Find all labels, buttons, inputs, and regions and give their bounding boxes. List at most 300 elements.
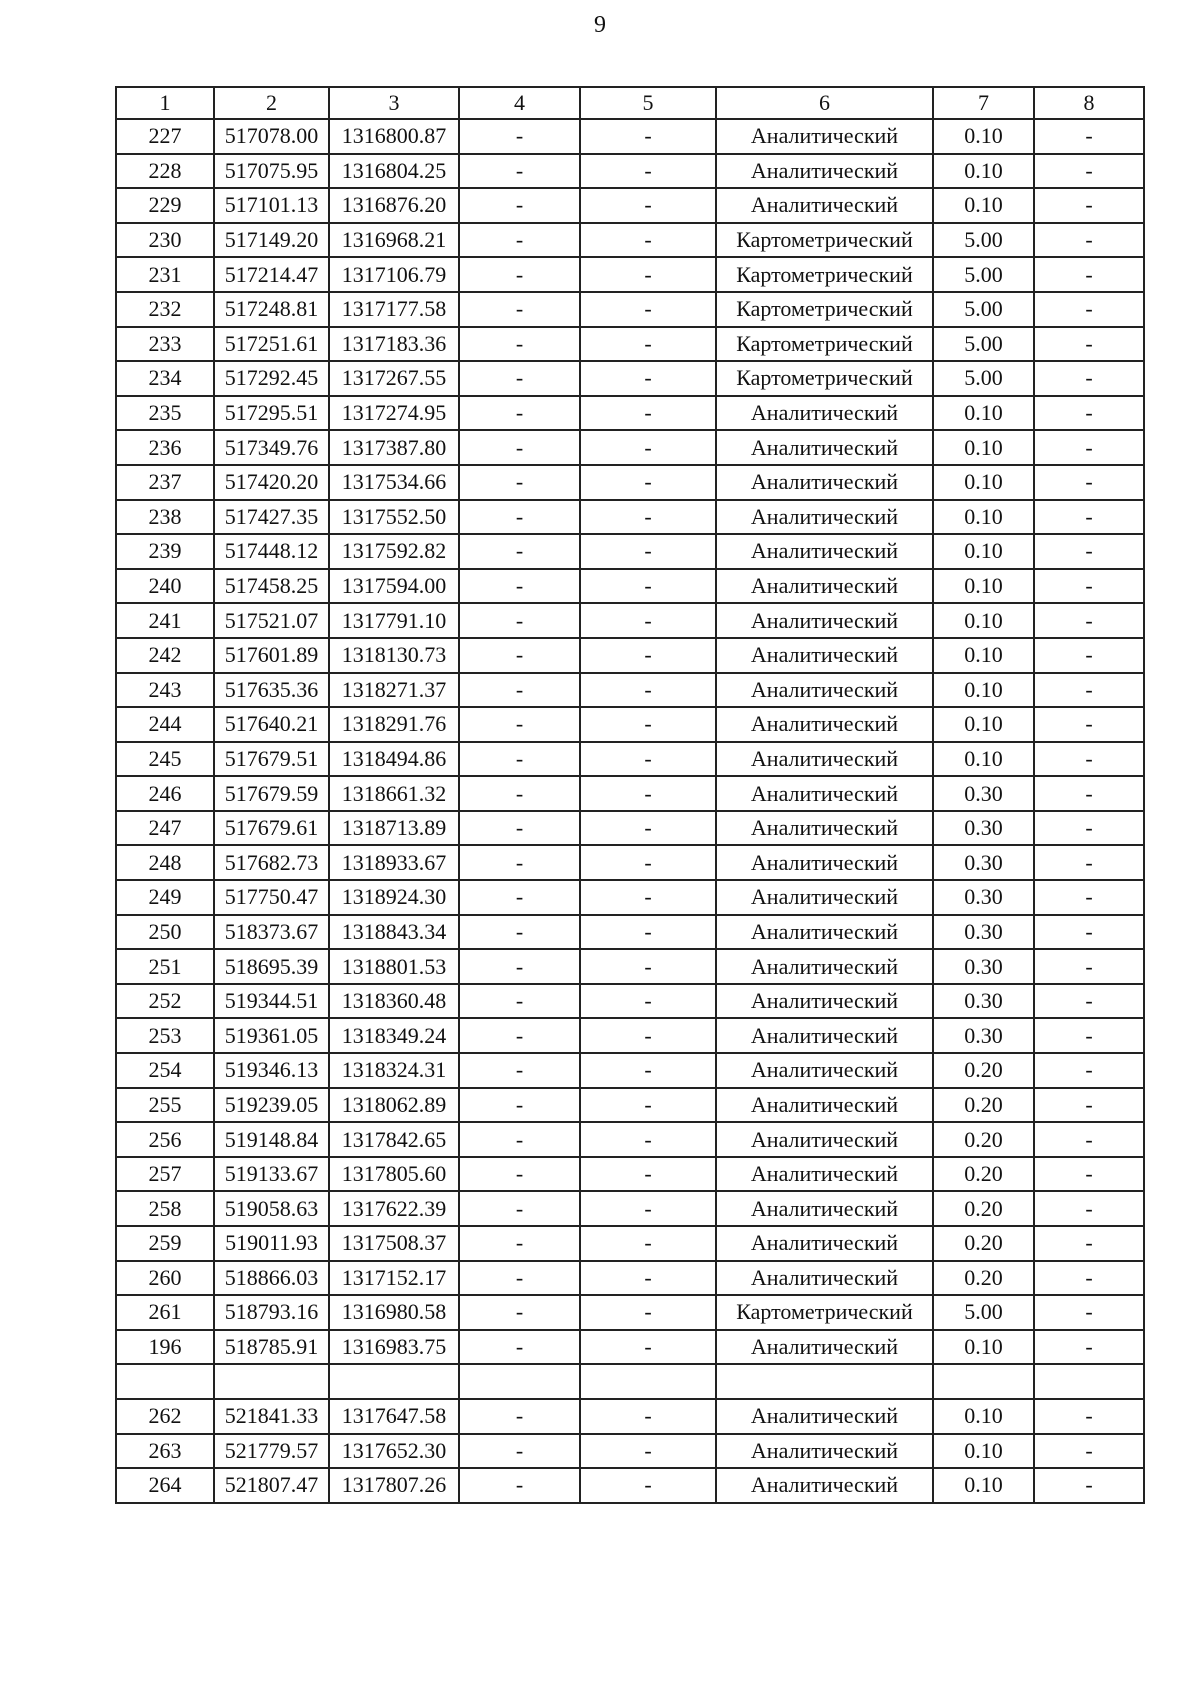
y-coordinate-cell: 1317552.50 xyxy=(329,500,459,535)
y-coordinate-cell: 1318661.32 xyxy=(329,776,459,811)
column-8-cell xyxy=(1034,1364,1144,1399)
column-4-cell: - xyxy=(459,465,580,500)
accuracy-cell: 0.10 xyxy=(933,119,1034,154)
column-5-cell: - xyxy=(580,500,716,535)
table-row xyxy=(116,1122,1144,1157)
x-coordinate-cell xyxy=(214,1364,329,1399)
table-row xyxy=(116,1330,1144,1365)
accuracy-cell: 0.20 xyxy=(933,1088,1034,1123)
y-coordinate-cell: 1318360.48 xyxy=(329,984,459,1019)
method-cell: Аналитический xyxy=(716,845,933,880)
point-number-cell xyxy=(116,1364,214,1399)
column-8-cell: - xyxy=(1034,465,1144,500)
y-coordinate-cell: 1318933.67 xyxy=(329,845,459,880)
method-cell: Аналитический xyxy=(716,465,933,500)
y-coordinate-cell: 1317534.66 xyxy=(329,465,459,500)
column-8-cell: - xyxy=(1034,327,1144,362)
y-coordinate-cell: 1317106.79 xyxy=(329,257,459,292)
column-8-cell: - xyxy=(1034,1295,1144,1330)
header-row xyxy=(116,87,1144,119)
y-coordinate-cell: 1318062.89 xyxy=(329,1088,459,1123)
point-number-cell: 257 xyxy=(116,1157,214,1192)
accuracy-cell: 5.00 xyxy=(933,327,1034,362)
column-5-cell: - xyxy=(580,1434,716,1469)
x-coordinate-cell: 517149.20 xyxy=(214,223,329,258)
column-8-cell: - xyxy=(1034,534,1144,569)
column-4-cell: - xyxy=(459,430,580,465)
accuracy-cell: 0.10 xyxy=(933,465,1034,500)
column-5-cell: - xyxy=(580,638,716,673)
accuracy-cell: 0.20 xyxy=(933,1261,1034,1296)
column-5-cell: - xyxy=(580,396,716,431)
column-5-cell: - xyxy=(580,119,716,154)
method-cell: Аналитический xyxy=(716,707,933,742)
point-number-cell: 244 xyxy=(116,707,214,742)
method-cell: Аналитический xyxy=(716,1122,933,1157)
x-coordinate-cell: 519346.13 xyxy=(214,1053,329,1088)
y-coordinate-cell: 1317805.60 xyxy=(329,1157,459,1192)
column-header: 8 xyxy=(1034,87,1144,119)
column-5-cell: - xyxy=(580,154,716,189)
y-coordinate-cell: 1318843.34 xyxy=(329,915,459,950)
x-coordinate-cell: 517682.73 xyxy=(214,845,329,880)
column-4-cell: - xyxy=(459,603,580,638)
column-5-cell: - xyxy=(580,188,716,223)
point-number-cell: 250 xyxy=(116,915,214,950)
column-4-cell: - xyxy=(459,1399,580,1434)
method-cell: Аналитический xyxy=(716,1018,933,1053)
column-8-cell: - xyxy=(1034,707,1144,742)
accuracy-cell: 0.10 xyxy=(933,396,1034,431)
column-8-cell: - xyxy=(1034,1434,1144,1469)
column-8-cell: - xyxy=(1034,673,1144,708)
table-body xyxy=(116,119,1144,1503)
column-5-cell: - xyxy=(580,1191,716,1226)
column-4-cell: - xyxy=(459,327,580,362)
table-row xyxy=(116,1018,1144,1053)
column-4-cell: - xyxy=(459,188,580,223)
y-coordinate-cell: 1316876.20 xyxy=(329,188,459,223)
y-coordinate-cell: 1317807.26 xyxy=(329,1468,459,1503)
column-5-cell: - xyxy=(580,949,716,984)
column-5-cell: - xyxy=(580,1053,716,1088)
accuracy-cell: 0.10 xyxy=(933,154,1034,189)
x-coordinate-cell: 517349.76 xyxy=(214,430,329,465)
column-8-cell: - xyxy=(1034,257,1144,292)
column-5-cell: - xyxy=(580,1088,716,1123)
method-cell: Аналитический xyxy=(716,1157,933,1192)
point-number-cell: 248 xyxy=(116,845,214,880)
accuracy-cell: 0.20 xyxy=(933,1157,1034,1192)
point-number-cell: 245 xyxy=(116,742,214,777)
column-4-cell: - xyxy=(459,984,580,1019)
y-coordinate-cell: 1317647.58 xyxy=(329,1399,459,1434)
y-coordinate-cell: 1317177.58 xyxy=(329,292,459,327)
column-8-cell: - xyxy=(1034,223,1144,258)
column-5-cell: - xyxy=(580,569,716,604)
column-4-cell: - xyxy=(459,845,580,880)
column-4-cell: - xyxy=(459,811,580,846)
point-number-cell: 252 xyxy=(116,984,214,1019)
column-4-cell: - xyxy=(459,119,580,154)
method-cell: Аналитический xyxy=(716,1330,933,1365)
table-row xyxy=(116,223,1144,258)
table-row xyxy=(116,154,1144,189)
point-number-cell: 231 xyxy=(116,257,214,292)
table-row xyxy=(116,1434,1144,1469)
column-5-cell: - xyxy=(580,430,716,465)
x-coordinate-cell: 519344.51 xyxy=(214,984,329,1019)
method-cell: Аналитический xyxy=(716,811,933,846)
y-coordinate-cell: 1317791.10 xyxy=(329,603,459,638)
column-4-cell: - xyxy=(459,1261,580,1296)
column-header: 7 xyxy=(933,87,1034,119)
accuracy-cell: 0.10 xyxy=(933,673,1034,708)
table-row xyxy=(116,188,1144,223)
method-cell: Картометрический xyxy=(716,1295,933,1330)
table-row xyxy=(116,1468,1144,1503)
y-coordinate-cell: 1317842.65 xyxy=(329,1122,459,1157)
point-number-cell: 237 xyxy=(116,465,214,500)
y-coordinate-cell: 1318291.76 xyxy=(329,707,459,742)
column-5-cell: - xyxy=(580,811,716,846)
y-coordinate-cell: 1318130.73 xyxy=(329,638,459,673)
column-4-cell: - xyxy=(459,292,580,327)
accuracy-cell: 0.10 xyxy=(933,500,1034,535)
accuracy-cell: 0.20 xyxy=(933,1053,1034,1088)
point-number-cell: 242 xyxy=(116,638,214,673)
x-coordinate-cell: 518695.39 xyxy=(214,949,329,984)
column-8-cell: - xyxy=(1034,1191,1144,1226)
table-row xyxy=(116,949,1144,984)
x-coordinate-cell: 519011.93 xyxy=(214,1226,329,1261)
accuracy-cell: 0.30 xyxy=(933,1018,1034,1053)
accuracy-cell: 5.00 xyxy=(933,257,1034,292)
y-coordinate-cell: 1317152.17 xyxy=(329,1261,459,1296)
table-row xyxy=(116,880,1144,915)
accuracy-cell: 0.10 xyxy=(933,569,1034,604)
y-coordinate-cell: 1317267.55 xyxy=(329,361,459,396)
column-5-cell: - xyxy=(580,742,716,777)
method-cell: Аналитический xyxy=(716,500,933,535)
accuracy-cell: 0.30 xyxy=(933,845,1034,880)
table-row xyxy=(116,361,1144,396)
column-5-cell: - xyxy=(580,1330,716,1365)
column-8-cell: - xyxy=(1034,776,1144,811)
accuracy-cell: 0.20 xyxy=(933,1226,1034,1261)
column-8-cell: - xyxy=(1034,880,1144,915)
table-row xyxy=(116,257,1144,292)
x-coordinate-cell: 517635.36 xyxy=(214,673,329,708)
method-cell: Аналитический xyxy=(716,119,933,154)
table-row xyxy=(116,1399,1144,1434)
column-8-cell: - xyxy=(1034,569,1144,604)
method-cell: Аналитический xyxy=(716,673,933,708)
x-coordinate-cell: 517458.25 xyxy=(214,569,329,604)
column-8-cell: - xyxy=(1034,292,1144,327)
point-number-cell: 233 xyxy=(116,327,214,362)
x-coordinate-cell: 521779.57 xyxy=(214,1434,329,1469)
column-4-cell: - xyxy=(459,361,580,396)
method-cell: Аналитический xyxy=(716,154,933,189)
column-4-cell: - xyxy=(459,534,580,569)
column-4-cell: - xyxy=(459,1330,580,1365)
table-row xyxy=(116,1226,1144,1261)
table-row xyxy=(116,1053,1144,1088)
x-coordinate-cell: 517075.95 xyxy=(214,154,329,189)
point-number-cell: 232 xyxy=(116,292,214,327)
column-5-cell: - xyxy=(580,984,716,1019)
page-number: 9 xyxy=(594,12,606,38)
method-cell: Аналитический xyxy=(716,1088,933,1123)
point-number-cell: 259 xyxy=(116,1226,214,1261)
y-coordinate-cell: 1318713.89 xyxy=(329,811,459,846)
accuracy-cell: 0.10 xyxy=(933,430,1034,465)
table-row xyxy=(116,396,1144,431)
table-row xyxy=(116,776,1144,811)
method-cell: Аналитический xyxy=(716,1053,933,1088)
method-cell: Аналитический xyxy=(716,430,933,465)
method-cell: Аналитический xyxy=(716,1261,933,1296)
column-5-cell: - xyxy=(580,1468,716,1503)
x-coordinate-cell: 521807.47 xyxy=(214,1468,329,1503)
accuracy-cell: 0.10 xyxy=(933,638,1034,673)
column-8-cell: - xyxy=(1034,984,1144,1019)
column-4-cell xyxy=(459,1364,580,1399)
x-coordinate-cell: 517427.35 xyxy=(214,500,329,535)
y-coordinate-cell: 1318349.24 xyxy=(329,1018,459,1053)
x-coordinate-cell: 519148.84 xyxy=(214,1122,329,1157)
point-number-cell: 228 xyxy=(116,154,214,189)
x-coordinate-cell: 519239.05 xyxy=(214,1088,329,1123)
x-coordinate-cell: 517251.61 xyxy=(214,327,329,362)
column-5-cell: - xyxy=(580,880,716,915)
table-row xyxy=(116,1157,1144,1192)
column-4-cell: - xyxy=(459,1053,580,1088)
column-header: 3 xyxy=(329,87,459,119)
column-8-cell: - xyxy=(1034,915,1144,950)
method-cell: Картометрический xyxy=(716,257,933,292)
column-4-cell: - xyxy=(459,915,580,950)
point-number-cell: 260 xyxy=(116,1261,214,1296)
point-number-cell: 264 xyxy=(116,1468,214,1503)
column-4-cell: - xyxy=(459,1434,580,1469)
y-coordinate-cell: 1317594.00 xyxy=(329,569,459,604)
point-number-cell: 196 xyxy=(116,1330,214,1365)
x-coordinate-cell: 518785.91 xyxy=(214,1330,329,1365)
point-number-cell: 229 xyxy=(116,188,214,223)
point-number-cell: 239 xyxy=(116,534,214,569)
table-row xyxy=(116,1088,1144,1123)
table-row xyxy=(116,292,1144,327)
x-coordinate-cell: 517640.21 xyxy=(214,707,329,742)
method-cell: Картометрический xyxy=(716,327,933,362)
column-8-cell: - xyxy=(1034,500,1144,535)
x-coordinate-cell: 518793.16 xyxy=(214,1295,329,1330)
x-coordinate-cell: 517601.89 xyxy=(214,638,329,673)
table-row xyxy=(116,603,1144,638)
point-number-cell: 262 xyxy=(116,1399,214,1434)
accuracy-cell: 0.10 xyxy=(933,1468,1034,1503)
column-4-cell: - xyxy=(459,1295,580,1330)
column-8-cell: - xyxy=(1034,1468,1144,1503)
method-cell: Аналитический xyxy=(716,1399,933,1434)
point-number-cell: 254 xyxy=(116,1053,214,1088)
x-coordinate-cell: 517448.12 xyxy=(214,534,329,569)
column-8-cell: - xyxy=(1034,638,1144,673)
y-coordinate-cell: 1316804.25 xyxy=(329,154,459,189)
column-8-cell: - xyxy=(1034,361,1144,396)
y-coordinate-cell: 1317622.39 xyxy=(329,1191,459,1226)
point-number-cell: 240 xyxy=(116,569,214,604)
x-coordinate-cell: 517750.47 xyxy=(214,880,329,915)
point-number-cell: 241 xyxy=(116,603,214,638)
table-row xyxy=(116,742,1144,777)
column-8-cell: - xyxy=(1034,119,1144,154)
x-coordinate-cell: 517679.59 xyxy=(214,776,329,811)
column-4-cell: - xyxy=(459,223,580,258)
method-cell: Картометрический xyxy=(716,223,933,258)
accuracy-cell: 0.30 xyxy=(933,811,1034,846)
accuracy-cell: 0.30 xyxy=(933,776,1034,811)
point-number-cell: 238 xyxy=(116,500,214,535)
column-4-cell: - xyxy=(459,1226,580,1261)
method-cell: Аналитический xyxy=(716,1468,933,1503)
accuracy-cell xyxy=(933,1364,1034,1399)
x-coordinate-cell: 517295.51 xyxy=(214,396,329,431)
column-4-cell: - xyxy=(459,949,580,984)
point-number-cell: 230 xyxy=(116,223,214,258)
y-coordinate-cell: 1317592.82 xyxy=(329,534,459,569)
column-8-cell: - xyxy=(1034,1399,1144,1434)
table-row xyxy=(116,638,1144,673)
x-coordinate-cell: 517101.13 xyxy=(214,188,329,223)
y-coordinate-cell xyxy=(329,1364,459,1399)
accuracy-cell: 0.30 xyxy=(933,984,1034,1019)
x-coordinate-cell: 517679.51 xyxy=(214,742,329,777)
table-row xyxy=(116,1295,1144,1330)
accuracy-cell: 0.10 xyxy=(933,1330,1034,1365)
column-5-cell: - xyxy=(580,223,716,258)
x-coordinate-cell: 517679.61 xyxy=(214,811,329,846)
y-coordinate-cell: 1317508.37 xyxy=(329,1226,459,1261)
method-cell: Аналитический xyxy=(716,776,933,811)
column-5-cell: - xyxy=(580,1122,716,1157)
method-cell: Аналитический xyxy=(716,569,933,604)
point-number-cell: 255 xyxy=(116,1088,214,1123)
column-5-cell: - xyxy=(580,603,716,638)
method-cell: Аналитический xyxy=(716,984,933,1019)
table-row xyxy=(116,915,1144,950)
column-4-cell: - xyxy=(459,776,580,811)
accuracy-cell: 5.00 xyxy=(933,361,1034,396)
accuracy-cell: 0.10 xyxy=(933,1434,1034,1469)
column-8-cell: - xyxy=(1034,154,1144,189)
column-5-cell: - xyxy=(580,1261,716,1296)
x-coordinate-cell: 519361.05 xyxy=(214,1018,329,1053)
column-8-cell: - xyxy=(1034,811,1144,846)
column-header: 4 xyxy=(459,87,580,119)
accuracy-cell: 0.20 xyxy=(933,1191,1034,1226)
x-coordinate-cell: 517248.81 xyxy=(214,292,329,327)
point-number-cell: 251 xyxy=(116,949,214,984)
y-coordinate-cell: 1318801.53 xyxy=(329,949,459,984)
x-coordinate-cell: 517214.47 xyxy=(214,257,329,292)
method-cell: Аналитический xyxy=(716,1191,933,1226)
accuracy-cell: 0.10 xyxy=(933,188,1034,223)
table-row xyxy=(116,1261,1144,1296)
column-5-cell: - xyxy=(580,257,716,292)
column-8-cell: - xyxy=(1034,1157,1144,1192)
column-4-cell: - xyxy=(459,154,580,189)
accuracy-cell: 5.00 xyxy=(933,292,1034,327)
method-cell: Аналитический xyxy=(716,638,933,673)
column-header: 6 xyxy=(716,87,933,119)
point-number-cell: 236 xyxy=(116,430,214,465)
accuracy-cell: 0.20 xyxy=(933,1122,1034,1157)
column-5-cell: - xyxy=(580,1399,716,1434)
accuracy-cell: 0.10 xyxy=(933,603,1034,638)
x-coordinate-cell: 517292.45 xyxy=(214,361,329,396)
method-cell: Аналитический xyxy=(716,1226,933,1261)
column-8-cell: - xyxy=(1034,1018,1144,1053)
table-row xyxy=(116,984,1144,1019)
column-5-cell: - xyxy=(580,673,716,708)
column-8-cell: - xyxy=(1034,1053,1144,1088)
column-4-cell: - xyxy=(459,673,580,708)
accuracy-cell: 0.30 xyxy=(933,915,1034,950)
column-5-cell: - xyxy=(580,534,716,569)
column-5-cell: - xyxy=(580,915,716,950)
table-row xyxy=(116,673,1144,708)
y-coordinate-cell: 1317652.30 xyxy=(329,1434,459,1469)
method-cell: Аналитический xyxy=(716,742,933,777)
y-coordinate-cell: 1318924.30 xyxy=(329,880,459,915)
column-8-cell: - xyxy=(1034,1122,1144,1157)
column-8-cell: - xyxy=(1034,188,1144,223)
column-5-cell: - xyxy=(580,465,716,500)
point-number-cell: 258 xyxy=(116,1191,214,1226)
column-4-cell: - xyxy=(459,257,580,292)
column-8-cell: - xyxy=(1034,1330,1144,1365)
table-row xyxy=(116,811,1144,846)
method-cell xyxy=(716,1364,933,1399)
table-row xyxy=(116,430,1144,465)
column-5-cell: - xyxy=(580,1157,716,1192)
y-coordinate-cell: 1316800.87 xyxy=(329,119,459,154)
point-number-cell: 249 xyxy=(116,880,214,915)
x-coordinate-cell: 518373.67 xyxy=(214,915,329,950)
column-header: 5 xyxy=(580,87,716,119)
column-5-cell: - xyxy=(580,1295,716,1330)
point-number-cell: 234 xyxy=(116,361,214,396)
accuracy-cell: 5.00 xyxy=(933,223,1034,258)
column-5-cell: - xyxy=(580,1018,716,1053)
method-cell: Картометрический xyxy=(716,361,933,396)
point-number-cell: 247 xyxy=(116,811,214,846)
column-4-cell: - xyxy=(459,1191,580,1226)
x-coordinate-cell: 517521.07 xyxy=(214,603,329,638)
y-coordinate-cell: 1317387.80 xyxy=(329,430,459,465)
column-8-cell: - xyxy=(1034,949,1144,984)
column-8-cell: - xyxy=(1034,430,1144,465)
column-8-cell: - xyxy=(1034,396,1144,431)
y-coordinate-cell: 1316980.58 xyxy=(329,1295,459,1330)
column-8-cell: - xyxy=(1034,1088,1144,1123)
accuracy-cell: 5.00 xyxy=(933,1295,1034,1330)
table-row xyxy=(116,1364,1144,1399)
column-8-cell: - xyxy=(1034,1261,1144,1296)
